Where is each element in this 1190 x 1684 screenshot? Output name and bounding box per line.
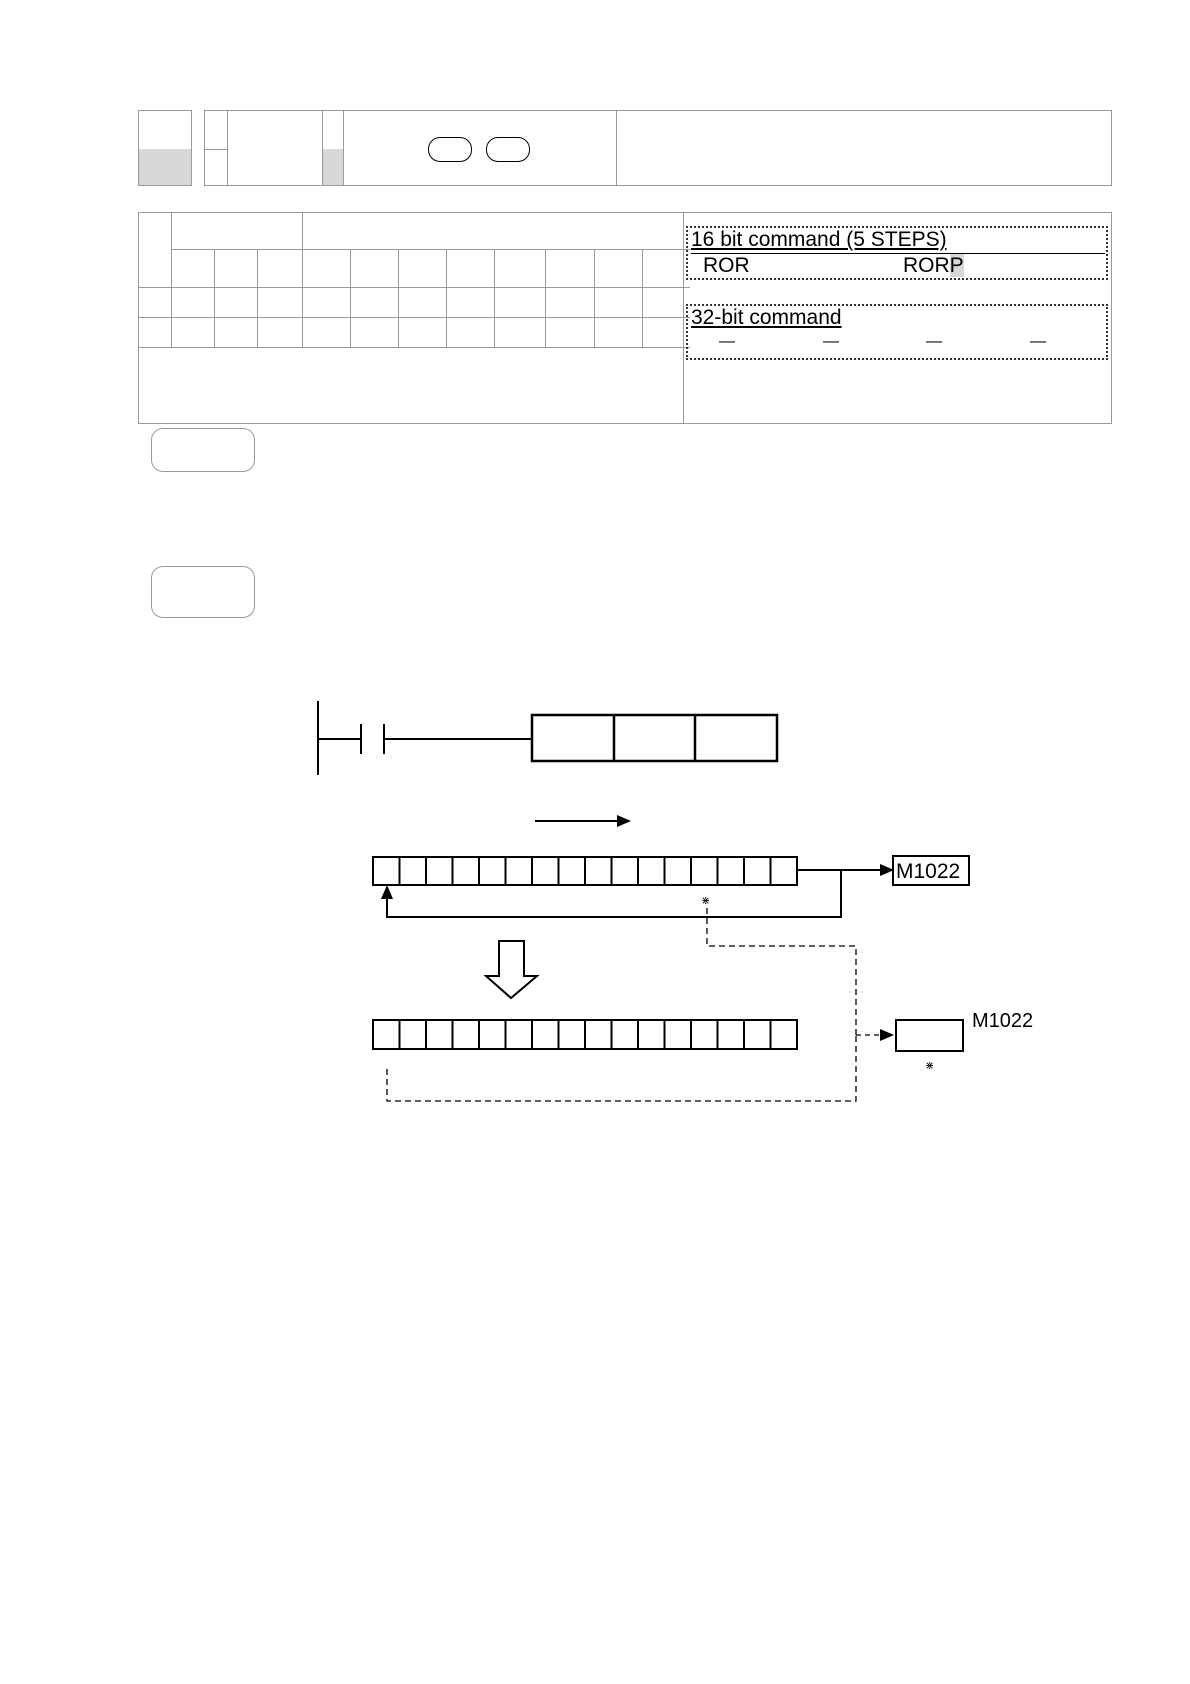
register-bit-cell: [638, 1020, 665, 1049]
marker-dashed-path: [707, 908, 856, 1035]
register-bit-cell: [373, 857, 400, 885]
cmd16-continuous: ROR: [703, 254, 750, 277]
down-arrow-icon: [486, 941, 537, 998]
register-bit-cell: [400, 1020, 427, 1049]
carry-flag-label-bottom: M1022: [972, 1010, 1034, 1032]
register-bit-cell: [612, 1020, 639, 1049]
register-bit-cell: [453, 857, 480, 885]
register-bit-cell: [532, 1020, 559, 1049]
register-bit-cell: [612, 857, 639, 885]
marker-bottom: ⋇: [925, 1060, 935, 1072]
rotate-feedback-loop: [387, 870, 841, 917]
register-after: [373, 1020, 797, 1049]
register-bit-cell: [426, 857, 453, 885]
cmd32-dash-1: —: [719, 333, 735, 350]
carry-dashed-arrowhead: [880, 1029, 894, 1041]
register-bit-cell: [373, 1020, 400, 1049]
carry-out-arrowhead: [880, 864, 894, 876]
register-bit-cell: [426, 1020, 453, 1049]
cmd16-title: 16 bit command (5 STEPS): [691, 228, 947, 251]
register-bit-cell: [400, 857, 427, 885]
cmd16-pulse-suffix: P: [949, 254, 964, 277]
cmd32-title: 32-bit command: [691, 306, 842, 329]
cmd32-dash-4: —: [1030, 333, 1046, 350]
register-bit-cell: [771, 857, 798, 885]
register-bit-cell: [665, 857, 692, 885]
instruction-box: [532, 715, 777, 761]
register-bit-cell: [559, 857, 586, 885]
register-bit-cell: [479, 1020, 506, 1049]
register-bit-cell: [744, 857, 771, 885]
carry-flag-box-bottom: [896, 1020, 963, 1051]
direction-arrow: [535, 815, 631, 827]
cmd32-dash-3: —: [926, 333, 942, 350]
register-bit-cell: [506, 1020, 533, 1049]
register-bit-cell: [479, 857, 506, 885]
register-bit-cell: [532, 857, 559, 885]
register-bit-cell: [585, 857, 612, 885]
register-bit-cell: [665, 1020, 692, 1049]
register-bit-cell: [559, 1020, 586, 1049]
ladder-rung: [318, 701, 777, 775]
cmd16-pulse-base: ROR: [903, 254, 950, 277]
register-bit-cell: [585, 1020, 612, 1049]
register-bit-cell: [718, 857, 745, 885]
marker-top: ⋇: [701, 895, 711, 907]
carry-flag-label-top: M1022: [896, 860, 961, 883]
cmd32-dash-2: —: [823, 333, 839, 350]
bottom-dashed-path: [387, 1035, 856, 1101]
register-bit-cell: [638, 857, 665, 885]
feedback-arrowhead: [381, 885, 393, 899]
register-before: [373, 857, 797, 885]
register-bit-cell: [691, 857, 718, 885]
register-bit-cell: [506, 857, 533, 885]
register-bit-cell: [453, 1020, 480, 1049]
register-bit-cell: [744, 1020, 771, 1049]
register-bit-cell: [771, 1020, 798, 1049]
register-bit-cell: [691, 1020, 718, 1049]
register-bit-cell: [718, 1020, 745, 1049]
